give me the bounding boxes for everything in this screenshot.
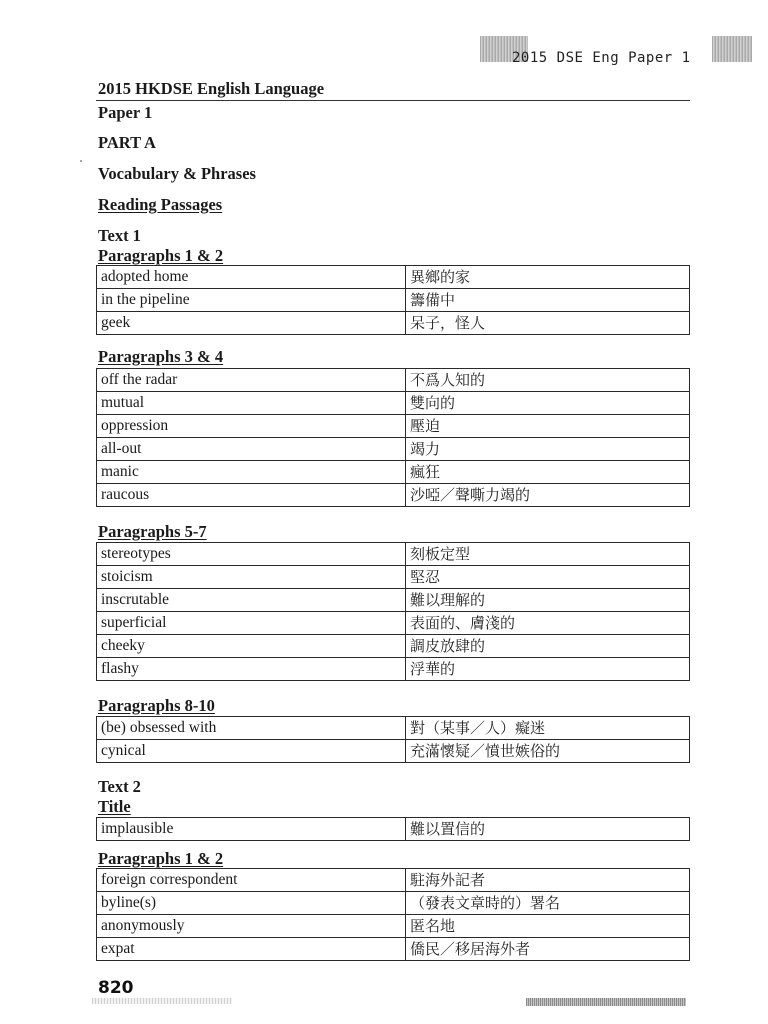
- book-title: 2015 HKDSE English Language: [98, 79, 325, 98]
- vocab-table-text2-para1-2: [96, 868, 690, 961]
- term-en: flashy: [97, 658, 406, 681]
- table-row: [97, 438, 690, 461]
- term-zh: 僑民／移居海外者: [406, 938, 690, 961]
- term-zh: 匿名地: [406, 915, 690, 938]
- paper-heading: Paper 1: [98, 103, 153, 122]
- term-zh: 壓迫: [406, 415, 690, 438]
- term-zh: （發表文章時的）署名: [406, 892, 690, 915]
- text1-heading: Text 1: [98, 226, 141, 245]
- term-zh: 難以置信的: [406, 818, 690, 841]
- term-en: off the radar: [97, 369, 406, 392]
- text1-group1-heading: Paragraphs 1 & 2: [98, 246, 224, 265]
- vocab-table-text1-para3-4: [96, 368, 690, 507]
- vocab-table-text2-title: [96, 817, 690, 841]
- term-en: cheeky: [97, 635, 406, 658]
- term-zh: 堅忍: [406, 566, 690, 589]
- table-row: [97, 589, 690, 612]
- term-en: oppression: [97, 415, 406, 438]
- term-en: superficial: [97, 612, 406, 635]
- scan-band-bottom-left: [92, 998, 232, 1004]
- term-zh: 瘋狂: [406, 461, 690, 484]
- term-zh: 浮華的: [406, 658, 690, 681]
- term-en: manic: [97, 461, 406, 484]
- table-row: [97, 717, 690, 740]
- term-en: mutual: [97, 392, 406, 415]
- table-row: [97, 938, 690, 961]
- running-header: 2015 DSE Eng Paper 1: [512, 50, 691, 66]
- section-heading: Vocabulary & Phrases: [98, 164, 256, 183]
- term-zh: 呆子，怪人: [406, 312, 690, 335]
- term-zh: 沙啞／聲嘶力竭的: [406, 484, 690, 507]
- term-zh: 表面的、膚淺的: [406, 612, 690, 635]
- table-row: [97, 415, 690, 438]
- vocab-table-text1-para1-2: [96, 265, 690, 335]
- scan-band-bottom-right: [526, 998, 686, 1006]
- text1-group2-heading: Paragraphs 3 & 4: [98, 347, 224, 366]
- term-en: foreign correspondent: [97, 869, 406, 892]
- subsection-heading: Reading Passages: [98, 195, 223, 214]
- table-row: [97, 289, 690, 312]
- term-zh: 不爲人知的: [406, 369, 690, 392]
- term-en: implausible: [97, 818, 406, 841]
- term-en: geek: [97, 312, 406, 335]
- term-zh: 調皮放肆的: [406, 635, 690, 658]
- term-en: expat: [97, 938, 406, 961]
- term-zh: 難以理解的: [406, 589, 690, 612]
- term-en: inscrutable: [97, 589, 406, 612]
- term-zh: 對（某事／人）癡迷: [406, 717, 690, 740]
- term-en: anonymously: [97, 915, 406, 938]
- table-row: [97, 484, 690, 507]
- table-row: [97, 312, 690, 335]
- table-row: [97, 740, 690, 763]
- text1-group3-heading: Paragraphs 5-7: [98, 522, 207, 541]
- term-en: in the pipeline: [97, 289, 406, 312]
- table-row: [97, 461, 690, 484]
- table-row: [97, 892, 690, 915]
- text1-group4-heading: Paragraphs 8-10: [98, 696, 215, 715]
- header-divider: [96, 100, 690, 101]
- page-number: 820: [98, 978, 134, 998]
- table-row: [97, 915, 690, 938]
- table-row: [97, 543, 690, 566]
- table-row: [97, 392, 690, 415]
- scan-speck: [80, 160, 82, 162]
- table-row: [97, 658, 690, 681]
- term-en: all-out: [97, 438, 406, 461]
- text2-group1-heading: Title: [98, 797, 131, 816]
- term-en: cynical: [97, 740, 406, 763]
- term-en: byline(s): [97, 892, 406, 915]
- term-zh: 雙向的: [406, 392, 690, 415]
- part-heading: PART A: [98, 133, 156, 152]
- table-row: [97, 869, 690, 892]
- text2-group2-heading: Paragraphs 1 & 2: [98, 849, 224, 868]
- term-zh: 駐海外記者: [406, 869, 690, 892]
- term-en: stereotypes: [97, 543, 406, 566]
- table-row: [97, 369, 690, 392]
- table-row: [97, 612, 690, 635]
- table-row: [97, 818, 690, 841]
- term-zh: 竭力: [406, 438, 690, 461]
- term-en: stoicism: [97, 566, 406, 589]
- vocab-table-text1-para8-10: [96, 716, 690, 763]
- term-en: (be) obsessed with: [97, 717, 406, 740]
- vocab-table-text1-para5-7: [96, 542, 690, 681]
- term-zh: 刻板定型: [406, 543, 690, 566]
- term-en: raucous: [97, 484, 406, 507]
- term-zh: 充滿懷疑／憤世嫉俗的: [406, 740, 690, 763]
- table-row: [97, 635, 690, 658]
- text2-heading: Text 2: [98, 777, 141, 796]
- term-en: adopted home: [97, 266, 406, 289]
- term-zh: 籌備中: [406, 289, 690, 312]
- term-zh: 異鄉的家: [406, 266, 690, 289]
- scan-band-right: [712, 36, 752, 62]
- table-row: [97, 566, 690, 589]
- table-row: [97, 266, 690, 289]
